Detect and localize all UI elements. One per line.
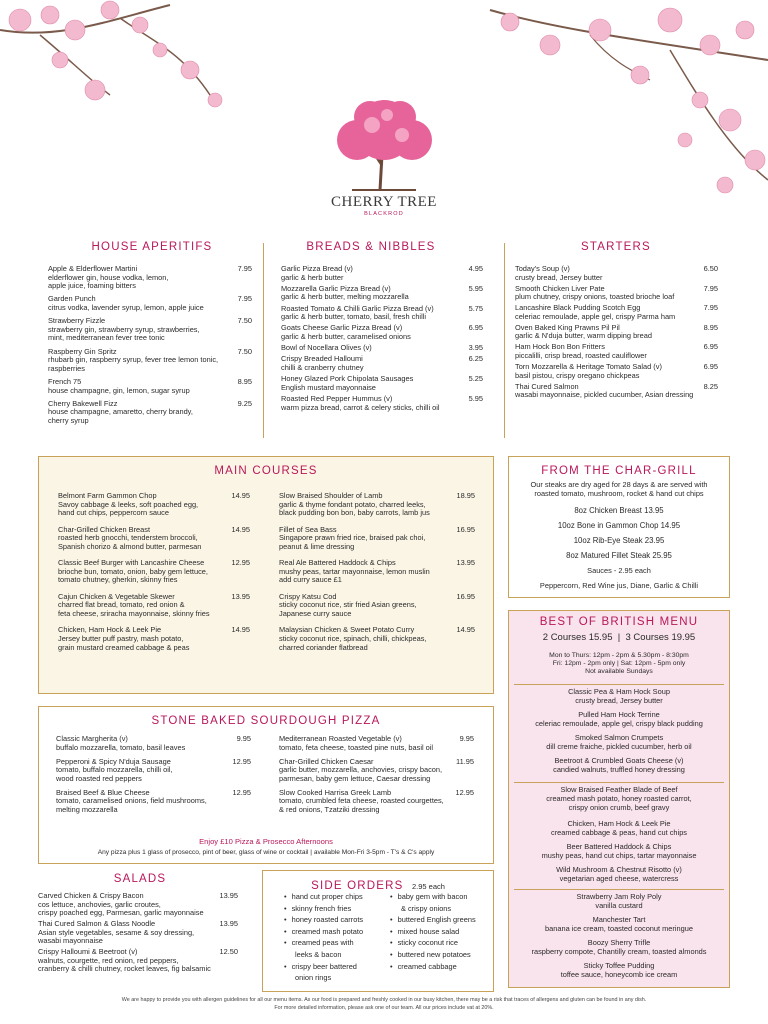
menu-item bbox=[281, 375, 483, 392]
item-name: Garden Punch bbox=[48, 294, 96, 304]
item-description: garlic & N'duja butter, warm dipping bread bbox=[515, 331, 652, 341]
item-price: 8.95 bbox=[703, 322, 718, 332]
british-item-name: Slow Braised Feather Blade of Beef bbox=[560, 785, 678, 794]
starters-title: STARTERS bbox=[581, 241, 651, 253]
british-item-name: Sticky Toffee Pudding bbox=[583, 961, 655, 970]
item-name: Crispy Katsu Cod bbox=[279, 591, 337, 601]
brand-location: BLACKROD bbox=[364, 211, 404, 217]
item-description: garlic butter, mozzarella, anchovies, crispy bacon, parmesan, baby gem lettuce, Caesar dressing bbox=[279, 765, 443, 783]
menu-item bbox=[281, 355, 483, 372]
aperitifs-title: HOUSE APERITIFS bbox=[91, 241, 213, 253]
sauces-title: Sauces - 2.95 each bbox=[587, 566, 651, 575]
british-item-name: Beer Battered Haddock & Chips bbox=[566, 842, 672, 851]
item-price: 4.95 bbox=[468, 264, 483, 273]
side-orders-price: 2.95 each bbox=[411, 882, 445, 891]
item-price: 13.95 bbox=[219, 919, 238, 928]
item-name: Thai Cured Salmon & Glass Noodle bbox=[38, 919, 156, 928]
side-order-item: • mixed house salad bbox=[390, 926, 492, 938]
divider bbox=[263, 243, 264, 438]
item-price: 12.50 bbox=[219, 947, 238, 956]
item-price: 18.95 bbox=[456, 491, 475, 500]
item-name: Real Ale Battered Haddock & Chips bbox=[279, 558, 396, 568]
menu-item bbox=[279, 559, 475, 585]
pizza-offer-title: Enjoy £10 Pizza & Prosecco Afternoons bbox=[199, 837, 333, 846]
item-price: 9.25 bbox=[237, 398, 252, 408]
item-description: elderflower gin, house vodka, lemon, apple juice, foaming bitters bbox=[48, 272, 169, 291]
british-item-description: creamed cabbage & peas, hand cut chips bbox=[551, 828, 687, 837]
item-name: Garlic Pizza Bread (v) bbox=[281, 264, 353, 273]
divider bbox=[514, 684, 724, 685]
menu-item bbox=[515, 363, 718, 380]
menu-item bbox=[515, 265, 718, 282]
cherry-tree-logo bbox=[322, 95, 446, 195]
menu-item bbox=[281, 305, 483, 322]
item-description: garlic & herb butter bbox=[281, 272, 344, 282]
item-name: Roasted Red Pepper Hummus (v) bbox=[281, 394, 393, 403]
item-description: cos lettuce, anchovies, garlic croutes, crispy poached egg, Parmesan, garlic mayonnaise bbox=[38, 899, 204, 918]
menu-item bbox=[515, 383, 718, 400]
item-name: Crispy Halloumi & Beetroot (v) bbox=[38, 947, 138, 956]
menu-item bbox=[281, 265, 483, 282]
british-item-description: creamed mash potato, honey roasted carrot, crispy onion crumb, beef gravy bbox=[546, 794, 692, 812]
side-order-item: • creamed peas with bbox=[284, 937, 392, 949]
brand-name: CHERRY TREE bbox=[331, 194, 437, 210]
item-name: Braised Beef & Blue Cheese bbox=[56, 787, 150, 797]
item-price: 5.95 bbox=[468, 394, 483, 403]
item-name: Mozzarella Garlic Pizza Bread (v) bbox=[281, 283, 391, 293]
item-price: 11.95 bbox=[456, 756, 474, 766]
divider bbox=[504, 243, 505, 438]
item-description: brioche bun, tomato, onion, baby gem lettuce, tomato chutney, gherkin, skinny fries bbox=[58, 566, 208, 585]
item-description: tomato, buffalo mozzarella, chilli oil, wood roasted red peppers bbox=[56, 765, 173, 783]
item-name: Fillet of Sea Bass bbox=[279, 524, 337, 534]
item-name: Crispy Breaded Halloumi bbox=[281, 354, 363, 364]
british-item-name: Strawberry Jam Roly Poly bbox=[576, 892, 662, 901]
side-order-item: • crispy beer battered bbox=[284, 961, 392, 973]
item-description: Savoy cabbage & leeks, soft poached egg, hand cut chips, peppercorn sauce bbox=[58, 499, 199, 518]
item-price: 7.95 bbox=[703, 283, 718, 293]
british-item-name: Wild Mushroom & Chestnut Risotto (v) bbox=[556, 865, 682, 874]
menu-item bbox=[279, 735, 474, 752]
item-price: 12.95 bbox=[455, 787, 474, 797]
item-name: Lancashire Black Pudding Scotch Egg bbox=[515, 303, 641, 313]
item-price: 8.25 bbox=[703, 381, 718, 391]
side-order-item: leeks & bacon bbox=[295, 949, 342, 959]
item-description: buffalo mozzarella, tomato, basil leaves bbox=[56, 742, 186, 752]
item-name: Oven Baked King Prawns Pil Pil bbox=[515, 322, 620, 332]
item-price: 13.95 bbox=[219, 891, 238, 900]
british-item-name: Chicken, Ham Hock & Leek Pie bbox=[567, 819, 671, 828]
grill-item: 8oz Chicken Breast 13.95 bbox=[574, 506, 664, 515]
item-price: 9.95 bbox=[236, 734, 251, 743]
item-price: 6.95 bbox=[703, 362, 718, 371]
divider bbox=[514, 782, 724, 783]
item-price: 12.95 bbox=[232, 756, 251, 766]
menu-item bbox=[48, 348, 252, 374]
menu-item bbox=[58, 593, 250, 619]
item-description: roasted herb gnocchi, tenderstem broccoli, Spanish chorizo & almond butter, parmesan bbox=[58, 533, 202, 551]
pizza-title: STONE BAKED SOURDOUGH PIZZA bbox=[151, 715, 381, 727]
item-name: Chicken, Ham Hock & Leek Pie bbox=[58, 625, 162, 635]
item-name: Today's Soup (v) bbox=[515, 264, 570, 273]
item-name: Honey Glazed Pork Chipolata Sausages bbox=[281, 374, 414, 384]
menu-item bbox=[515, 324, 718, 341]
item-name: Belmont Farm Gammon Chop bbox=[58, 491, 157, 500]
item-description: wasabi mayonnaise, pickled cucumber, Asian dressing bbox=[515, 390, 694, 400]
item-price: 16.95 bbox=[456, 524, 475, 534]
item-description: charred flat bread, tomato, red onion & feta cheese, sriracha mayonnaise, skinny fries bbox=[58, 600, 210, 618]
item-name: French 75 bbox=[48, 377, 82, 386]
menu-item bbox=[58, 559, 250, 585]
british-item-name: Manchester Tart bbox=[592, 915, 646, 924]
char-grill-title: FROM THE CHAR-GRILL bbox=[541, 465, 697, 477]
blossom-decoration-right bbox=[470, 0, 768, 230]
british-item-description: mushy peas, hand cut chips, tartar mayonnaise bbox=[541, 851, 697, 860]
british-item-description: candied walnuts, truffled honey dressing bbox=[553, 765, 685, 774]
item-description: rhubarb gin, raspberry syrup, fever tree lemon tonic, raspberries bbox=[48, 355, 219, 373]
menu-item bbox=[279, 789, 474, 815]
side-order-item: • skinny french fries bbox=[284, 903, 392, 915]
item-name: Thai Cured Salmon bbox=[515, 381, 579, 391]
item-price: 14.95 bbox=[456, 625, 475, 635]
side-orders-title: SIDE ORDERS bbox=[311, 880, 404, 892]
british-item-name: Classic Pea & Ham Hock Soup bbox=[568, 687, 670, 696]
british-item-name: Pulled Ham Hock Terrine bbox=[578, 710, 660, 719]
item-description: basil pistou, crispy oregano chickpeas bbox=[515, 370, 640, 380]
item-name: Raspberry Gin Spritz bbox=[48, 346, 117, 356]
footer-allergen-note: We are happy to provide you with allergen guidelines for all our menu items. As our food is prepared and freshly cooked in our busy kitchen, there may be a risk that traces of allergens and gluten can be found in any dish. bbox=[121, 997, 647, 1003]
pizza-offer-text: Any pizza plus 1 glass of prosecco, pint of beer, glass of wine or cocktail | available Mon-Fri 3-5pm - T's & C's apply bbox=[97, 849, 435, 856]
menu-item bbox=[58, 492, 250, 518]
item-price: 8.95 bbox=[237, 377, 252, 386]
item-name: Slow Braised Shoulder of Lamb bbox=[279, 491, 383, 500]
item-price: 7.50 bbox=[237, 346, 252, 356]
side-order-item: • creamed cabbage bbox=[390, 961, 492, 973]
menu-item bbox=[515, 304, 718, 321]
item-price: 7.95 bbox=[237, 264, 252, 273]
menu-item bbox=[58, 626, 250, 652]
item-description: walnuts, courgette, red onion, red peppers, cranberry & chilli chutney, rocket leaves, fig balsamic bbox=[38, 955, 211, 974]
grill-item: 8oz Matured Fillet Steak 25.95 bbox=[566, 551, 672, 560]
menu-item bbox=[281, 344, 483, 353]
british-item-description: crusty bread, Jersey butter bbox=[575, 696, 663, 705]
item-price: 9.95 bbox=[459, 734, 474, 743]
item-description: crusty bread, Jersey butter bbox=[515, 272, 603, 282]
item-description: English mustard mayonnaise bbox=[281, 382, 376, 392]
item-price: 14.95 bbox=[231, 491, 250, 500]
british-item-name: Smoked Salmon Crumpets bbox=[574, 733, 664, 742]
menu-item bbox=[48, 400, 252, 426]
british-item-description: raspberry compote, Chantilly cream, toasted almonds bbox=[531, 947, 707, 956]
item-name: Classic Margherita (v) bbox=[56, 734, 128, 743]
item-description: garlic & thyme fondant potato, charred leeks, black pudding bon bon, baby carrots, lamb jus bbox=[279, 499, 430, 518]
british-item-description: vegetarian aged cheese, watercress bbox=[559, 874, 679, 883]
item-price: 5.25 bbox=[468, 374, 483, 384]
item-name: Roasted Tomato & Chilli Garlic Pizza Bread (v) bbox=[281, 303, 434, 313]
item-price: 16.95 bbox=[456, 591, 475, 601]
side-order-item: • buttered English greens bbox=[390, 914, 492, 926]
item-name: Mediterranean Roasted Vegetable (v) bbox=[279, 734, 402, 743]
menu-item bbox=[48, 265, 252, 291]
item-price: 6.95 bbox=[703, 342, 718, 352]
british-courses: 2 Courses 15.95 | 3 Courses 19.95 bbox=[542, 632, 696, 643]
item-description: piccalilli, crisp bread, roasted cauliflower bbox=[515, 350, 647, 360]
menu-item bbox=[48, 378, 252, 395]
item-description: sticky coconut rice, stir fried Asian greens, Japanese curry sauce bbox=[279, 600, 417, 618]
menu-item bbox=[281, 395, 483, 412]
item-description: garlic & herb butter, caramelised onions bbox=[281, 331, 411, 341]
side-order-item: • baby gem with bacon bbox=[390, 891, 492, 903]
item-name: Pepperoni & Spicy N'duja Sausage bbox=[56, 756, 171, 766]
breads-title: BREADS & NIBBLES bbox=[306, 241, 436, 253]
item-name: Char-Grilled Chicken Caesar bbox=[279, 756, 374, 766]
item-price: 6.95 bbox=[468, 323, 483, 333]
menu-item bbox=[279, 492, 475, 518]
item-price: 14.95 bbox=[231, 625, 250, 635]
item-description: strawberry gin, strawberry syrup, strawberries, mint, mediterranean fever tree tonic bbox=[48, 324, 200, 343]
side-orders-right bbox=[390, 891, 492, 972]
item-price: 12.95 bbox=[232, 787, 251, 797]
item-description: warm pizza bread, carrot & celery sticks, chilli oil bbox=[281, 402, 440, 412]
item-name: Torn Mozzarella & Heritage Tomato Salad (v) bbox=[515, 362, 662, 371]
menu-item bbox=[38, 892, 238, 918]
item-description: plum chutney, crispy onions, toasted brioche loaf bbox=[515, 292, 675, 302]
grill-item: 10oz Rib-Eye Steak 23.95 bbox=[573, 536, 665, 545]
item-name: Bowl of Nocellara Olives (v) bbox=[281, 343, 372, 353]
british-title: BEST OF BRITISH MENU bbox=[539, 616, 699, 628]
menu-item bbox=[281, 324, 483, 341]
british-item-description: toffee sauce, honeycomb ice cream bbox=[560, 970, 678, 979]
side-order-item: onion rings bbox=[295, 973, 332, 983]
item-price: 7.95 bbox=[237, 294, 252, 304]
menu-item bbox=[279, 593, 475, 619]
item-price: 6.25 bbox=[468, 354, 483, 364]
british-item-description: celeriac remoulade, apple gel, crispy black pudding bbox=[535, 719, 703, 728]
item-description: citrus vodka, lavender syrup, lemon, apple juice bbox=[48, 302, 204, 312]
item-description: tomato, caramelised onions, field mushrooms, melting mozzarella bbox=[56, 796, 207, 814]
item-price: 12.95 bbox=[231, 558, 250, 568]
menu-item bbox=[279, 626, 475, 652]
menu-item bbox=[56, 789, 251, 815]
item-name: Cherry Bakewell Fizz bbox=[48, 398, 118, 408]
side-orders-left bbox=[284, 891, 392, 984]
sauces-list: Peppercorn, Red Wine jus, Diane, Garlic & Chilli bbox=[539, 581, 699, 590]
menu-item bbox=[48, 317, 252, 343]
item-description: house champagne, gin, lemon, sugar syrup bbox=[48, 385, 190, 395]
item-price: 6.50 bbox=[703, 264, 718, 273]
item-description: Singapore prawn fried rice, braised pak choi, peanut & lime dressing bbox=[279, 533, 426, 551]
item-price: 5.75 bbox=[468, 303, 483, 313]
item-description: celeriac remoulade, apple gel, crispy Parma ham bbox=[515, 311, 676, 321]
item-name: Goats Cheese Garlic Pizza Bread (v) bbox=[281, 323, 403, 333]
divider bbox=[514, 889, 724, 890]
footer-vat-note: For more detailed information, please ask one of our team. All our prices include vat at 20%. bbox=[274, 1005, 494, 1011]
item-name: Ham Hock Bon Bon Fritters bbox=[515, 342, 605, 352]
item-description: Jersey butter puff pastry, mash potato, grain mustard creamed cabbage & peas bbox=[58, 633, 190, 652]
item-price: 13.95 bbox=[456, 558, 475, 568]
item-price: 13.95 bbox=[231, 591, 250, 601]
item-description: sticky coconut rice, spinach, chilli, chickpeas, charred coriander flatbread bbox=[279, 633, 427, 652]
side-order-item: • honey roasted carrots bbox=[284, 914, 392, 926]
item-description: tomato, feta cheese, toasted pine nuts, basil oil bbox=[279, 742, 434, 752]
item-description: chilli & cranberry chutney bbox=[281, 362, 364, 372]
grill-item: 10oz Bone in Gammon Chop 14.95 bbox=[557, 521, 681, 530]
menu-item bbox=[56, 735, 251, 752]
menu-item bbox=[58, 526, 250, 552]
british-item-description: dill creme fraiche, pickled cucumber, herb oil bbox=[546, 742, 692, 751]
menu-item bbox=[38, 948, 238, 974]
item-name: Smooth Chicken Liver Pate bbox=[515, 283, 605, 293]
item-price: 5.95 bbox=[468, 283, 483, 293]
menu-item bbox=[279, 526, 475, 552]
item-name: Slow Cooked Harrisa Greek Lamb bbox=[279, 787, 392, 797]
side-order-item: & crispy onions bbox=[401, 903, 452, 913]
side-order-item: • creamed mash potato bbox=[284, 926, 392, 938]
item-description: garlic & herb butter, tomato, basil, fresh chilli bbox=[281, 312, 427, 322]
item-price: 7.50 bbox=[237, 316, 252, 326]
menu-item bbox=[48, 295, 252, 312]
british-item-name: Beetroot & Crumbled Goats Cheese (v) bbox=[554, 756, 684, 765]
blossom-decoration-left bbox=[0, 0, 260, 130]
menu-item bbox=[56, 758, 251, 784]
item-name: Char-Grilled Chicken Breast bbox=[58, 524, 151, 534]
item-description: garlic & herb butter, melting mozzarella bbox=[281, 292, 409, 302]
british-item-name: Boozy Sherry Trifle bbox=[587, 938, 651, 947]
item-name: Malaysian Chicken & Sweet Potato Curry bbox=[279, 625, 415, 635]
char-grill-intro: Our steaks are dry aged for 28 days & are served with roasted tomato, mushroom, rocket & hand cut chips bbox=[530, 480, 708, 498]
item-name: Carved Chicken & Crispy Bacon bbox=[38, 891, 144, 900]
menu-item bbox=[515, 285, 718, 302]
main-courses-title: MAIN COURSES bbox=[214, 465, 318, 477]
british-times: Mon to Thurs: 12pm - 2pm & 5.30pm - 8:30pm Fri: 12pm - 2pm only | Sat: 12pm - 5pm only Not available Sundays bbox=[549, 652, 689, 675]
salads-title: SALADS bbox=[113, 873, 167, 885]
british-item-description: vanilla custard bbox=[595, 901, 643, 910]
item-description: Asian style vegetables, sesame & soy dressing, wasabi mayonnaise bbox=[38, 927, 195, 946]
menu-item bbox=[281, 285, 483, 302]
menu-item bbox=[38, 920, 238, 946]
item-price: 7.95 bbox=[703, 303, 718, 313]
item-name: Classic Beef Burger with Lancashire Cheese bbox=[58, 558, 205, 568]
item-name: Cajun Chicken & Vegetable Skewer bbox=[58, 591, 175, 601]
menu-item bbox=[279, 758, 474, 784]
item-name: Apple & Elderflower Martini bbox=[48, 264, 138, 273]
menu-item bbox=[515, 343, 718, 360]
side-order-item: • hand cut proper chips bbox=[284, 891, 392, 903]
item-name: Strawberry Fizzle bbox=[48, 316, 106, 326]
british-item-description: banana ice cream, toasted coconut meringue bbox=[545, 924, 693, 933]
item-description: mushy peas, tartar mayonnaise, lemon muslin add curry sauce £1 bbox=[279, 566, 430, 585]
item-price: 3.95 bbox=[468, 343, 483, 353]
side-order-item: • sticky coconut rice bbox=[390, 937, 492, 949]
side-order-item: • buttered new potatoes bbox=[390, 949, 492, 961]
item-price: 14.95 bbox=[231, 524, 250, 534]
item-description: house champagne, amaretto, cherry brandy, cherry syrup bbox=[48, 407, 193, 425]
item-description: tomato, crumbled feta cheese, roasted courgettes, & red onions, Tzatziki dressing bbox=[279, 796, 444, 814]
